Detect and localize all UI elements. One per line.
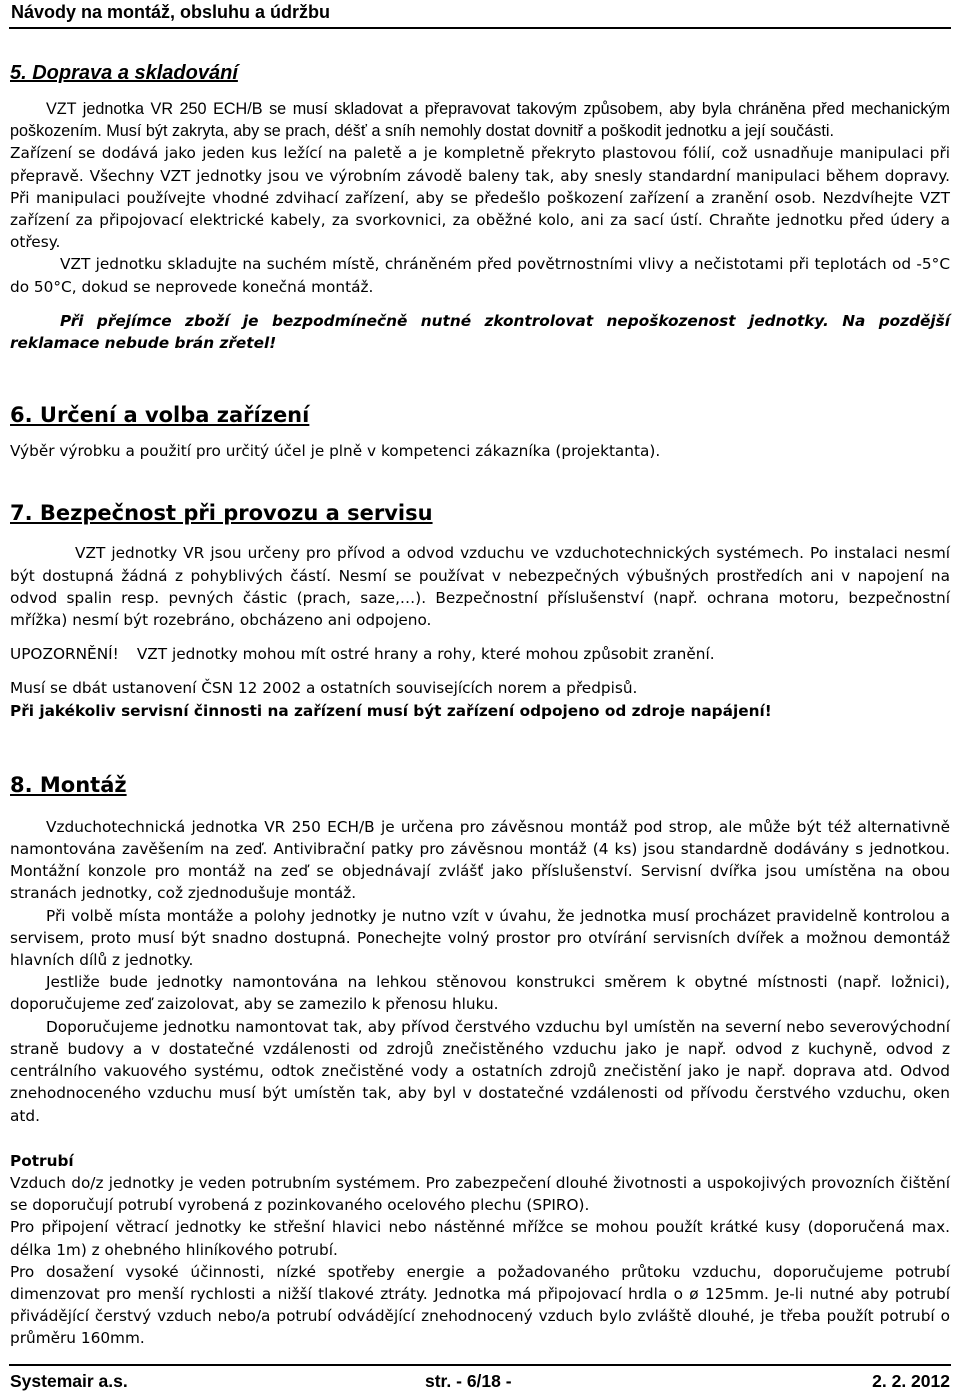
warning-label: UPOZORNĚNÍ!: [10, 645, 119, 664]
paragraph: Při volbě místa montáže a polohy jednotky je nutno vzít v úvahu, že jednotka musí procházet pravidelně kontrolou a servisem, proto musí být snadno dostupná. Ponechejte volný prostor pro otvírání servisních dvířek a možnou demontáž hlavních dílů z jednotky.: [10, 906, 950, 970]
paragraph: VZT jednotka VR 250 ECH/B se musí skladovat a přepravovat takovým způsobem, aby byla chráněna před mechanickým poškozením. Musí být zakryta, aby se prach, déšť a sníh nemohly dostat dovnitř a poškodit jednotku a její součásti.: [10, 100, 950, 141]
footer-company: Systemair a.s.: [10, 1371, 128, 1391]
section-transport-storage: [10, 60, 950, 354]
paragraph: Vzduchotechnická jednotka VR 250 ECH/B je určena pro závěsnou montáž pod strop, ale může být též alternativně namontována zavěšením na zeď. Antivibrační patky pro závěsnou montáž (4 ks) jsou standardně dodávány s jednotkou. Montážní konzole pro montáž na zeď se objednávají zvlášť jako příslušenství. Servisní dvířka jsou umístěna na obou stranách jednotky, což zjednodušuje montáž.: [10, 817, 950, 903]
paragraph: Výběr výrobku a použití pro určitý účel je plně v kompetenci zákazníka (projektanta).: [10, 442, 661, 461]
warning-note: Při přejímce zboží je bezpodmínečně nutné zkontrolovat nepoškozenost jednotky. Na pozdější reklamace nebude brán zřetel!: [10, 311, 950, 353]
paragraph-bold: Při jakékoliv servisní činnosti na zařízení musí být zařízení odpojeno od zdroje napájení!: [10, 701, 772, 720]
paragraph: Pro dosažení vysoké účinnosti, nízké spotřeby energie a požadovaného průtoku vzduchu, doporučujeme potrubí dimenzovat pro menší rychlosti a nižší tlakové ztráty. Jednotka má připojovací hrdla o ø 125mm. Je-li nutné aby potrubí přivádějící čerstvý vzduch nebo/a potrubí odvádějící znehodnocený vzduch bylo zvláště dlouhé, je třeba použít potrubí o průměru 160mm.: [10, 1262, 950, 1348]
subheading-ducting: Potrubí: [10, 1151, 74, 1170]
section-heading-transport: 5. Doprava a skladování: [10, 62, 238, 84]
section-safety: [10, 500, 950, 721]
section-heading-installation: 8. Montáž: [10, 772, 127, 797]
document-body: [10, 60, 950, 1350]
footer-date: 2. 2. 2012: [872, 1371, 950, 1391]
section-ducting: [10, 1150, 950, 1350]
paragraph: VZT jednotky VR jsou určeny pro přívod a odvod vzduchu ve vzduchotechnických systémech. Po instalaci nesmí být dostupná žádná z pohyblivých částí. Nesmí se používat v nebezpečných výbušných prostředích ani v napojení na odvod spalin resp. pevných částic (prach, saze,…). Bezpečnostní příslušenství (např. ochrana motoru, bezpečnostní mřížka) nesmí být rozebráno, obcházeno ani odpojeno.: [10, 544, 950, 630]
page-footer: [10, 1371, 950, 1395]
section-heading-safety: 7. Bezpečnost při provozu a servisu: [10, 501, 433, 526]
section-installation: [10, 772, 950, 1127]
paragraph: VZT jednotku skladujte na suchém místě, chráněném před povětrnostními vlivy a nečistotami při teplotách od -5°C do 50°C, dokud se neprovede konečná montáž.: [10, 255, 950, 296]
footer-page-number: str. - 6/18 -: [425, 1371, 512, 1391]
paragraph: Pro připojení větrací jednotky ke střešní hlavici nebo nástěnné mřížce se mohou použít krátké kusy (doporučená max. délka 1m) z ohebného hliníkového potrubí.: [10, 1218, 950, 1259]
warning-text: VZT jednotky mohou mít ostré hrany a rohy, které mohou způsobit zranění.: [136, 645, 715, 664]
section-purpose: [10, 402, 950, 462]
section-heading-purpose: 6. Určení a volba zařízení: [10, 403, 310, 428]
paragraph: Vzduch do/z jednotky je veden potrubním systémem. Pro zabezpečení dlouhé životnosti a uspokojivých provozních čištění se doporučují potrubí vyrobená z pozinkovaného ocelového plechu (SPIRO).: [10, 1173, 950, 1215]
footer-divider: [9, 1364, 951, 1366]
paragraph: Zařízení se dodává jako jeden kus ležící na paletě a je kompletně překryto plastovou fólií, což usnadňuje manipulaci při přepravě. Všechny VZT jednotky jsou ve výrobním závodě baleny tak, aby snesly standardní manipulaci během dopravy. Při manipulaci používejte vhodné zdvihací zařízení, aby se předešlo poškození zařízení a zranění osob. Nezdvíhejte VZT zařízení za připojovací elektrické kabely, za svorkovnici, za oběžné kolo, ani za sací ústí. Chraňte jednotku před údery a otřesy.: [10, 144, 950, 252]
paragraph: Doporučujeme jednotku namontovat tak, aby přívod čerstvého vzduchu byl umístěn na severní nebo severovýchodní straně budovy a v dostatečné vzdálenosti od zdrojů znečistěného vzduchu jako je např. odvod z kuchyně, odvod z centrálního vakuového systému, odtok znečistěné vody a ostatních zdrojů znečistění jako je např. doprava atd. Odvod znehodnoceného vzduchu musí být umístěn tak, aby byl v dostatečné vzdálenosti od přívodu čerstvého vzduchu, oken atd.: [10, 1017, 950, 1125]
warning-line: [10, 643, 950, 665]
paragraph: Musí se dbát ustanovení ČSN 12 2002 a ostatních souvisejících norem a předpisů.: [10, 679, 638, 698]
document-header-title: Návody na montáž, obsluhu a údržbu: [11, 2, 331, 22]
paragraph: Jestliže bude jednotky namontována na lehkou stěnovou konstrukci směrem k obytné místnosti (např. ložnici), doporučujeme zeď zaizolovat, aby se zamezilo k přenosu hluku.: [10, 973, 950, 1014]
header-divider: [9, 27, 951, 29]
